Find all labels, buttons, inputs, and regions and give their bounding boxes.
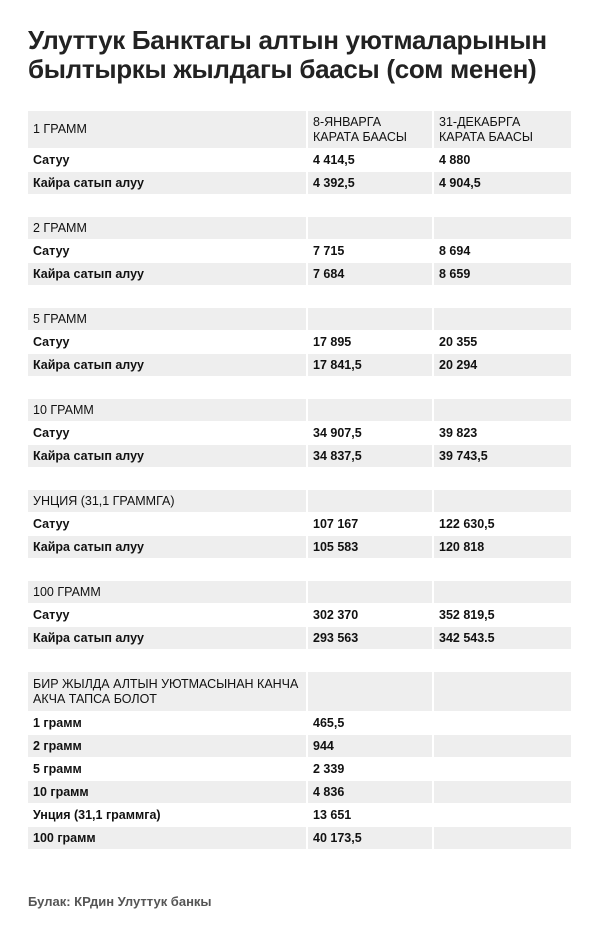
section-header-row (28, 111, 571, 148)
page-title: Улуттук Банктагы алтын уютмаларынын былтыркы жылдагы баасы (сом менен) (28, 25, 547, 84)
column-header (308, 217, 432, 239)
column-header (308, 308, 432, 330)
column-header (434, 581, 571, 603)
price-value: 39 823 (439, 426, 478, 440)
row-label: Сатуу (33, 608, 70, 622)
table-section (28, 399, 571, 467)
price-value: 4 414,5 (313, 153, 355, 167)
price-value: 2 339 (313, 762, 345, 776)
row-label: 100 грамм (28, 827, 306, 849)
row-label: Сатуу (33, 153, 70, 167)
column-header (434, 672, 571, 711)
column-header (308, 672, 432, 711)
row-label: Сатуу (33, 244, 70, 258)
column-header (434, 490, 571, 512)
price-value: 40 173,5 (308, 827, 432, 849)
column-header (308, 581, 432, 603)
price-value: 34 837,5 (308, 445, 432, 467)
column-header (308, 399, 432, 421)
column-header: 8-ЯНВАРГА КАРАТА БААСЫ (308, 111, 432, 148)
table-section (28, 308, 571, 376)
price-value: 293 563 (308, 627, 432, 649)
price-value (434, 735, 571, 757)
price-value: 352 819,5 (439, 608, 495, 622)
section-header-row (28, 217, 571, 239)
price-value: 944 (308, 735, 432, 757)
section-title: 10 ГРАММ (28, 399, 306, 421)
price-value: 17 895 (313, 335, 352, 349)
table-row (28, 827, 571, 849)
section-title: УНЦИЯ (31,1 ГРАММГА) (28, 490, 306, 512)
section-title: 100 ГРАММ (28, 581, 306, 603)
price-table (28, 111, 571, 872)
price-value: 17 841,5 (308, 354, 432, 376)
section-header-row (28, 672, 571, 711)
row-label: Сатуу (33, 426, 70, 440)
table-row (28, 172, 571, 194)
section-header-row (28, 308, 571, 330)
price-value: 105 583 (308, 536, 432, 558)
price-value: 4 904,5 (434, 172, 571, 194)
table-row (28, 240, 571, 262)
section-title: 5 ГРАММ (28, 308, 306, 330)
price-value: 7 684 (308, 263, 432, 285)
row-label: Унция (31,1 граммга) (33, 808, 161, 822)
column-header (434, 308, 571, 330)
section-header-row (28, 490, 571, 512)
price-value: 8 659 (434, 263, 571, 285)
price-value: 8 694 (439, 244, 471, 258)
table-row (28, 354, 571, 376)
table-row (28, 804, 571, 826)
table-row (28, 331, 571, 353)
row-label: 5 грамм (33, 762, 82, 776)
row-label: Кайра сатып алуу (28, 536, 306, 558)
price-value: 7 715 (313, 244, 345, 258)
table-row (28, 604, 571, 626)
price-value: 122 630,5 (439, 517, 495, 531)
price-value: 302 370 (313, 608, 359, 622)
price-value: 20 355 (439, 335, 478, 349)
row-label: Сатуу (33, 517, 70, 531)
table-row (28, 735, 571, 757)
table-section (28, 217, 571, 285)
section-header-row (28, 581, 571, 603)
column-header (308, 490, 432, 512)
row-label: Сатуу (33, 335, 70, 349)
column-header: 31-ДЕКАБРГА КАРАТА БААСЫ (434, 111, 571, 148)
price-value: 4 392,5 (308, 172, 432, 194)
price-value: 465,5 (313, 716, 345, 730)
section-title: БИР ЖЫЛДА АЛТЫН УЮТМАСЫНАН КАНЧА АКЧА ТАПСА БОЛОТ (28, 672, 306, 711)
row-label: 10 грамм (28, 781, 306, 803)
price-value: 120 818 (434, 536, 571, 558)
price-value: 20 294 (434, 354, 571, 376)
source-note: Булак: КРдин Улуттук банкы (28, 894, 212, 909)
section-title: 2 ГРАММ (28, 217, 306, 239)
row-label: 1 грамм (33, 716, 82, 730)
row-label: Кайра сатып алуу (28, 263, 306, 285)
column-header (434, 399, 571, 421)
table-row (28, 536, 571, 558)
row-label: Кайра сатып алуу (28, 354, 306, 376)
row-label: Кайра сатып алуу (28, 172, 306, 194)
table-section (28, 672, 571, 849)
table-row (28, 422, 571, 444)
table-row (28, 445, 571, 467)
table-row (28, 712, 571, 734)
table-row (28, 263, 571, 285)
price-value (434, 804, 571, 826)
section-header-row (28, 399, 571, 421)
table-row (28, 758, 571, 780)
price-value (434, 758, 571, 780)
table-row (28, 781, 571, 803)
price-value: 4 836 (308, 781, 432, 803)
section-title: 1 ГРАММ (28, 111, 306, 148)
price-value (434, 781, 571, 803)
price-value: 13 651 (313, 808, 352, 822)
table-row (28, 627, 571, 649)
table-section (28, 581, 571, 649)
table-row (28, 513, 571, 535)
price-value: 342 543.5 (434, 627, 571, 649)
table-section (28, 111, 571, 194)
price-value: 39 743,5 (434, 445, 571, 467)
table-row (28, 149, 571, 171)
price-value: 4 880 (439, 153, 471, 167)
row-label: 2 грамм (28, 735, 306, 757)
price-value (434, 827, 571, 849)
row-label: Кайра сатып алуу (28, 627, 306, 649)
price-value (434, 712, 571, 734)
price-value: 107 167 (313, 517, 359, 531)
row-label: Кайра сатып алуу (28, 445, 306, 467)
price-value: 34 907,5 (313, 426, 362, 440)
table-section (28, 490, 571, 558)
column-header (434, 217, 571, 239)
